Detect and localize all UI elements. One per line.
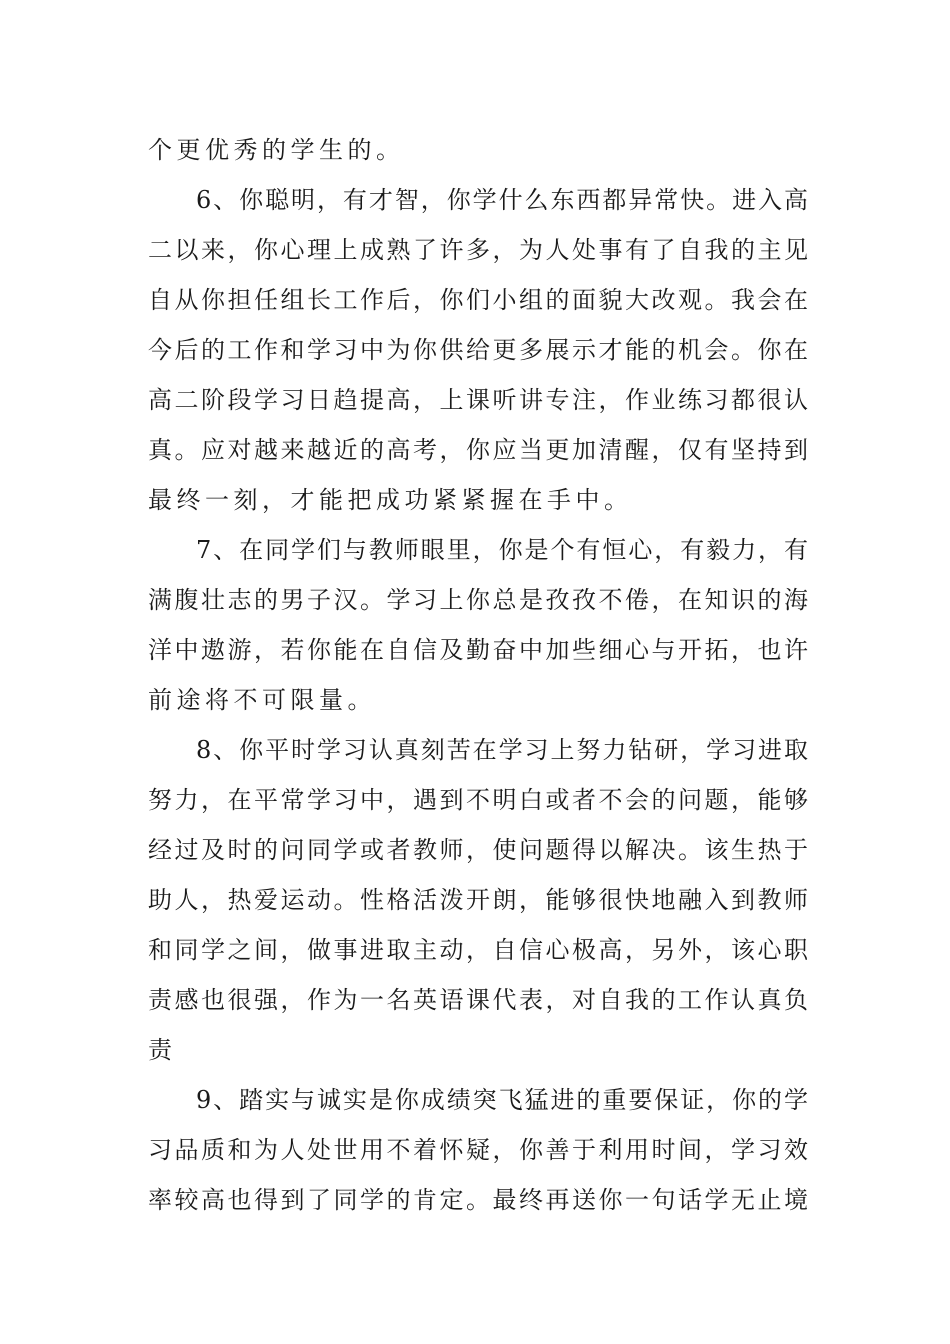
text-line: 努力，在平常学习中，遇到不明白或者不会的问题，能够 [148, 786, 808, 814]
text-line: 自从你担任组长工作后，你们小组的面貌大改观。我会在 [148, 286, 808, 314]
text-line: 满腹壮志的男子汉。学习上你总是孜孜不倦，在知识的海 [148, 586, 808, 614]
text-line: 真。应对越来越近的高考，你应当更加清醒，仅有坚持到 [148, 436, 808, 464]
paragraph-9-first-line: 9、踏实与诚实是你成绩突飞猛进的重要保证，你的学 [196, 1086, 808, 1114]
text-line: 经过及时的问同学或者教师，使问题得以解决。该生热于 [148, 836, 808, 864]
text-line: 率较高也得到了同学的肯定。最终再送你一句话学无止境 [148, 1186, 808, 1214]
paragraph-6-first-line: 6、你聪明，有才智，你学什么东西都异常快。进入高 [196, 186, 808, 214]
text-line: 洋中遨游，若你能在自信及勤奋中加些细心与开拓，也许 [148, 636, 808, 664]
paragraph-8-first-line: 8、你平时学习认真刻苦在学习上努力钻研，学习进取 [196, 736, 808, 764]
text-line: 今后的工作和学习中为你供给更多展示才能的机会。你在 [148, 336, 808, 364]
text-line: 二以来，你心理上成熟了许多，为人处事有了自我的主见 [148, 236, 808, 264]
text-line: 和同学之间，做事进取主动，自信心极高，另外，该心职 [148, 936, 808, 964]
text-line: 个更优秀的学生的。 [148, 136, 405, 164]
text-line: 高二阶段学习日趋提高，上课听讲专注，作业练习都很认 [148, 386, 808, 414]
paragraph-7-first-line: 7、在同学们与教师眼里，你是个有恒心，有毅力，有 [196, 536, 808, 564]
text-line: 责 [148, 1036, 177, 1064]
text-line: 责感也很强，作为一名英语课代表，对自我的工作认真负 [148, 986, 808, 1014]
text-line: 助人，热爱运动。性格活泼开朗，能够很快地融入到教师 [148, 886, 808, 914]
text-line: 最终一刻，才能把成功紧紧握在手中。 [148, 486, 633, 514]
text-line: 习品质和为人处世用不着怀疑，你善于利用时间，学习效 [148, 1136, 808, 1164]
text-line: 前途将不可限量。 [148, 686, 376, 714]
